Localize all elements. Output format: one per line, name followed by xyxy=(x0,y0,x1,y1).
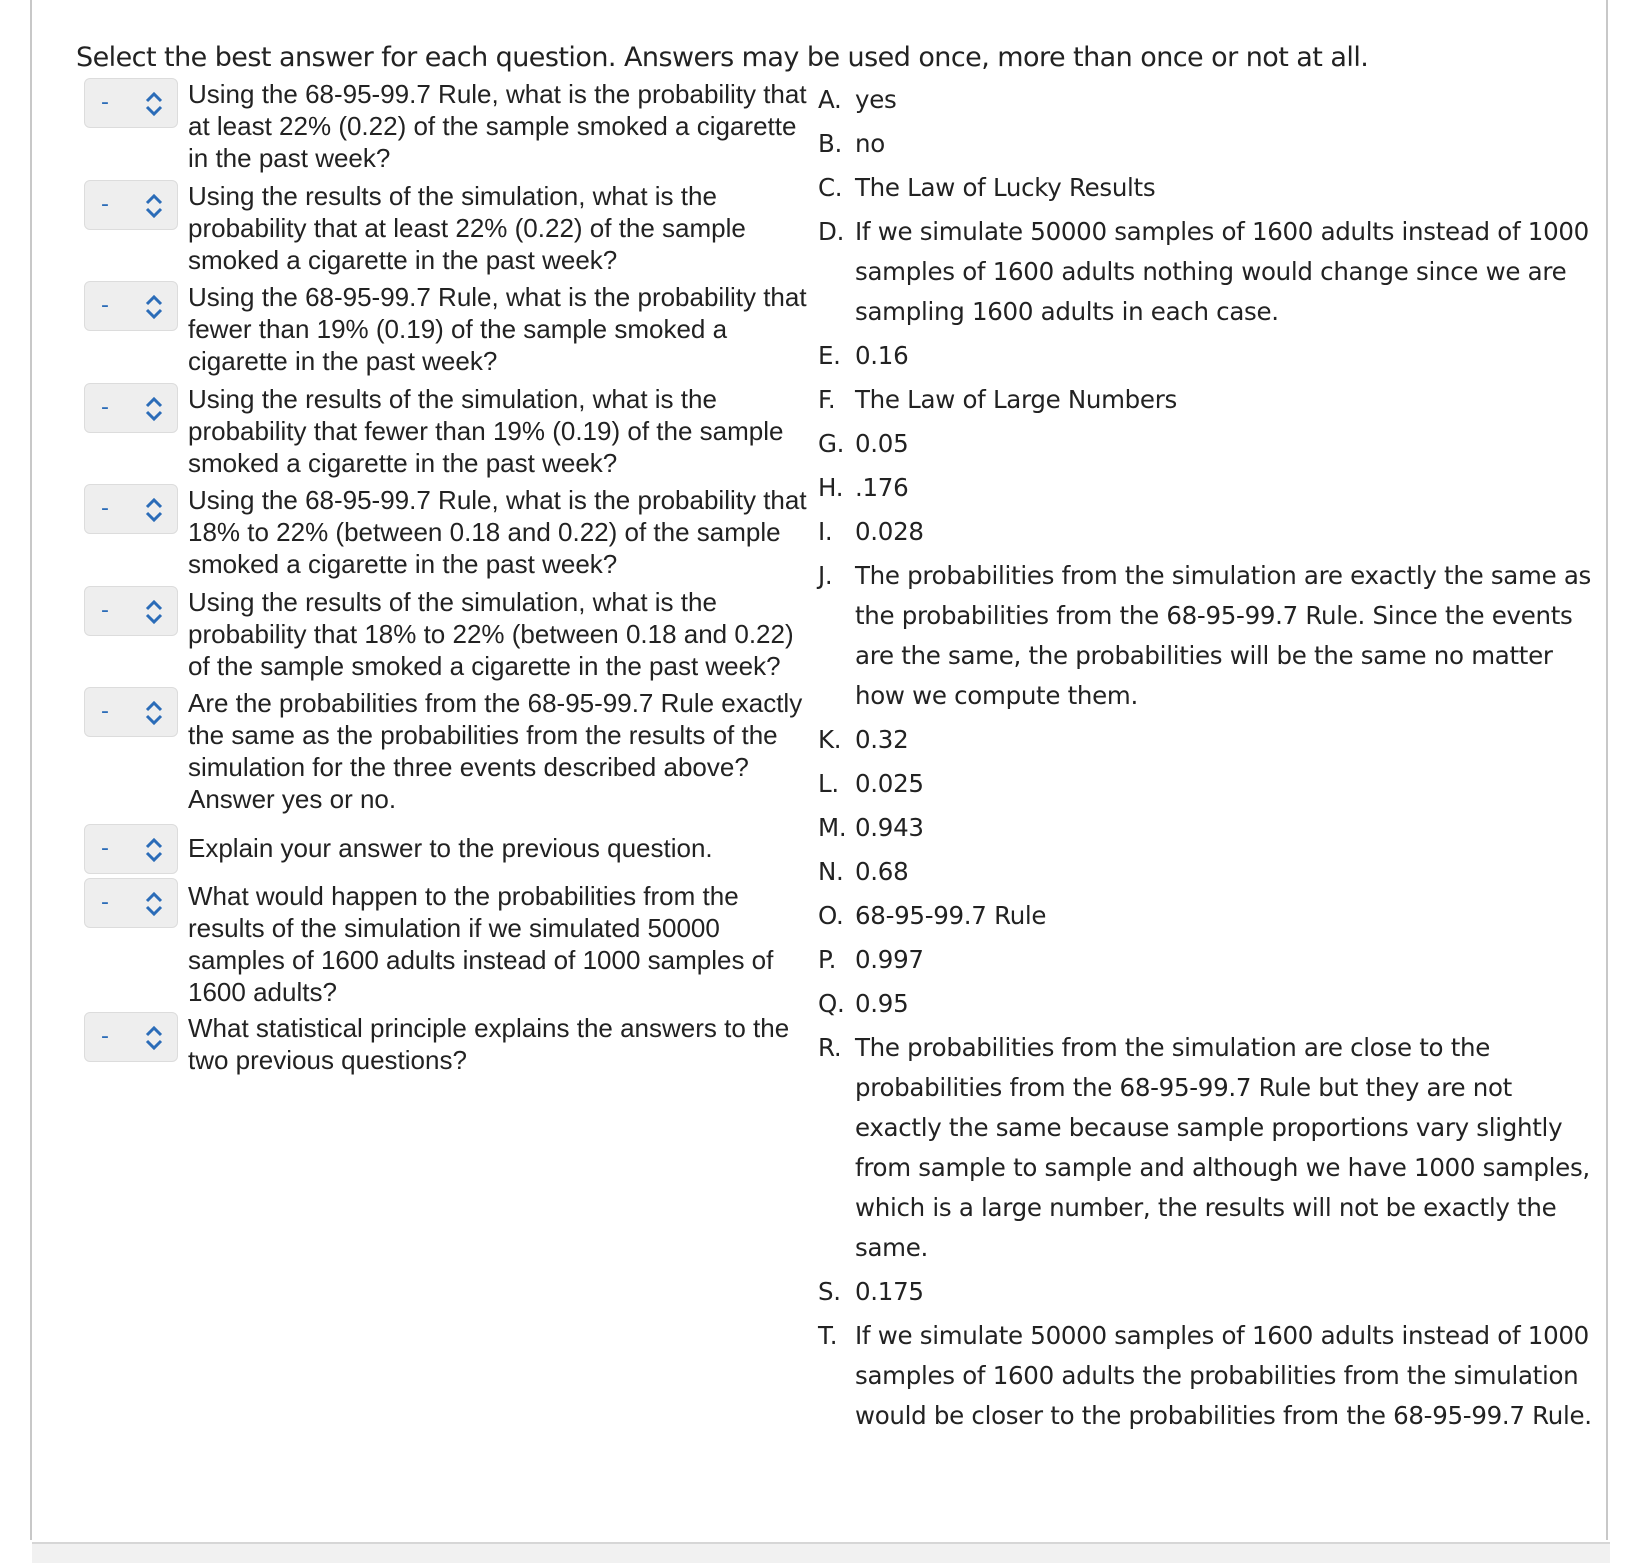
option-text: If we simulate 50000 samples of 1600 adults instead of 1000 samples of 1600 adults the probabilities from the simulation would be closer to the probabilities from the 68-95-99.7 Rule. xyxy=(855,1321,1592,1430)
option-text: yes xyxy=(855,85,897,114)
option-text: 0.95 xyxy=(855,989,909,1018)
up-down-chevron-icon xyxy=(143,91,165,117)
question-text: Are the probabilities from the 68-95-99.7 Rule exactly the same as the probabilities from the results of the simulation for the three events described above? Answer yes or no. xyxy=(188,688,803,814)
answer-select[interactable] xyxy=(84,824,178,874)
option-text: If we simulate 50000 samples of 1600 adults instead of 1000 samples of 1600 adults nothing would change since we are sampling 1600 adults in each case. xyxy=(855,217,1589,326)
question-text: Using the results of the simulation, what is the probability that at least 22% (0.22) of the sample smoked a cigarette in the past week? xyxy=(188,181,746,275)
option-f xyxy=(818,380,1598,420)
bottom-bar xyxy=(32,1542,1610,1563)
option-letter: G. xyxy=(818,429,845,458)
question-text: Explain your answer to the previous question. xyxy=(188,833,713,863)
option-a xyxy=(818,80,1598,120)
option-h xyxy=(818,468,1598,508)
option-q xyxy=(818,984,1598,1024)
option-text: .176 xyxy=(855,473,909,502)
up-down-chevron-icon xyxy=(143,700,165,726)
up-down-chevron-icon xyxy=(143,193,165,219)
option-letter: D. xyxy=(818,217,845,246)
option-j xyxy=(818,556,1598,716)
option-text: The Law of Large Numbers xyxy=(855,385,1177,414)
option-letter: M. xyxy=(818,813,847,842)
select-value: - xyxy=(101,598,109,623)
question-text: What statistical principle explains the answers to the two previous questions? xyxy=(188,1013,790,1075)
option-letter: J. xyxy=(818,561,833,590)
option-letter: K. xyxy=(818,725,842,754)
question-text: Using the results of the simulation, what is the probability that 18% to 22% (between 0.18 and 0.22) of the sample smoked a cigarette in the past week? xyxy=(188,587,794,681)
option-s xyxy=(818,1272,1598,1312)
option-k xyxy=(818,720,1598,760)
option-c xyxy=(818,168,1598,208)
select-value: - xyxy=(101,395,109,420)
up-down-chevron-icon xyxy=(143,497,165,523)
option-text: 0.025 xyxy=(855,769,924,798)
option-text: 0.997 xyxy=(855,945,924,974)
option-r xyxy=(818,1028,1598,1268)
select-value: - xyxy=(101,1024,109,1049)
answer-select[interactable] xyxy=(84,586,178,636)
option-letter: T. xyxy=(818,1321,838,1350)
instructions: Select the best answer for each question. Answers may be used once, more than once or not at all. xyxy=(76,42,1369,73)
option-o xyxy=(818,896,1598,936)
question-text: Using the 68-95-99.7 Rule, what is the probability that fewer than 19% (0.19) of the sample smoked a cigarette in the past week? xyxy=(188,282,807,376)
answer-select[interactable] xyxy=(84,878,178,928)
option-text: 0.32 xyxy=(855,725,909,754)
select-value: - xyxy=(101,890,109,915)
option-p xyxy=(818,940,1598,980)
option-letter: L. xyxy=(818,769,839,798)
option-d xyxy=(818,212,1598,332)
option-letter: I. xyxy=(818,517,833,546)
option-letter: H. xyxy=(818,473,844,502)
question-text: Using the results of the simulation, what is the probability that fewer than 19% (0.19) of the sample smoked a cigarette in the past week? xyxy=(188,384,784,478)
option-letter: E. xyxy=(818,341,841,370)
answer-select[interactable] xyxy=(84,687,178,737)
option-text: 0.68 xyxy=(855,857,909,886)
option-text: no xyxy=(855,129,885,158)
option-b xyxy=(818,124,1598,164)
option-text: 0.05 xyxy=(855,429,909,458)
option-letter: N. xyxy=(818,857,844,886)
option-letter: A. xyxy=(818,85,842,114)
up-down-chevron-icon xyxy=(143,599,165,625)
option-letter: S. xyxy=(818,1277,841,1306)
option-letter: F. xyxy=(818,385,836,414)
up-down-chevron-icon xyxy=(143,1025,165,1051)
option-text: 0.175 xyxy=(855,1277,924,1306)
select-value: - xyxy=(101,496,109,521)
select-value: - xyxy=(101,293,109,318)
option-letter: C. xyxy=(818,173,843,202)
question-text: Using the 68-95-99.7 Rule, what is the probability that at least 22% (0.22) of the sample smoked a cigarette in the past week? xyxy=(188,79,807,173)
up-down-chevron-icon xyxy=(143,396,165,422)
select-value: - xyxy=(101,836,109,861)
answer-select[interactable] xyxy=(84,383,178,433)
option-text: The probabilities from the simulation are close to the probabilities from the 68-95-99.7 Rule but they are not exactly the same because sample proportions vary slightly from sample to sample and although we have 1000 samples, which is a large number, the results will not be exactly the same. xyxy=(855,1033,1590,1262)
option-i xyxy=(818,512,1598,552)
option-n xyxy=(818,852,1598,892)
answer-select[interactable] xyxy=(84,484,178,534)
option-text: The Law of Lucky Results xyxy=(855,173,1156,202)
answer-select[interactable] xyxy=(84,78,178,128)
option-g xyxy=(818,424,1598,464)
option-letter: P. xyxy=(818,945,837,974)
option-e xyxy=(818,336,1598,376)
answer-options xyxy=(818,80,1598,1440)
up-down-chevron-icon xyxy=(143,294,165,320)
option-letter: R. xyxy=(818,1033,842,1062)
answer-select[interactable] xyxy=(84,180,178,230)
option-letter: Q. xyxy=(818,989,845,1018)
option-text: 0.943 xyxy=(855,813,924,842)
option-t xyxy=(818,1316,1598,1436)
select-value: - xyxy=(101,90,109,115)
answer-select[interactable] xyxy=(84,281,178,331)
option-text: 0.16 xyxy=(855,341,909,370)
select-value: - xyxy=(101,192,109,217)
option-letter: B. xyxy=(818,129,842,158)
option-l xyxy=(818,764,1598,804)
up-down-chevron-icon xyxy=(143,837,165,863)
select-value: - xyxy=(101,699,109,724)
option-text: 68-95-99.7 Rule xyxy=(855,901,1047,930)
question-text: What would happen to the probabilities from the results of the simulation if we simulated 50000 samples of 1600 adults instead of 1000 samples of 1600 adults? xyxy=(188,881,774,1007)
option-letter: O. xyxy=(818,901,844,930)
option-m xyxy=(818,808,1598,848)
option-text: 0.028 xyxy=(855,517,924,546)
option-text: The probabilities from the simulation are exactly the same as the probabilities from the 68-95-99.7 Rule. Since the events are the same, the probabilities will be the same no matter how we compute them. xyxy=(855,561,1592,710)
up-down-chevron-icon xyxy=(143,891,165,917)
question-text: Using the 68-95-99.7 Rule, what is the probability that 18% to 22% (between 0.18 and 0.22) of the sample smoked a cigarette in the past week? xyxy=(188,485,807,579)
answer-select[interactable] xyxy=(84,1012,178,1062)
